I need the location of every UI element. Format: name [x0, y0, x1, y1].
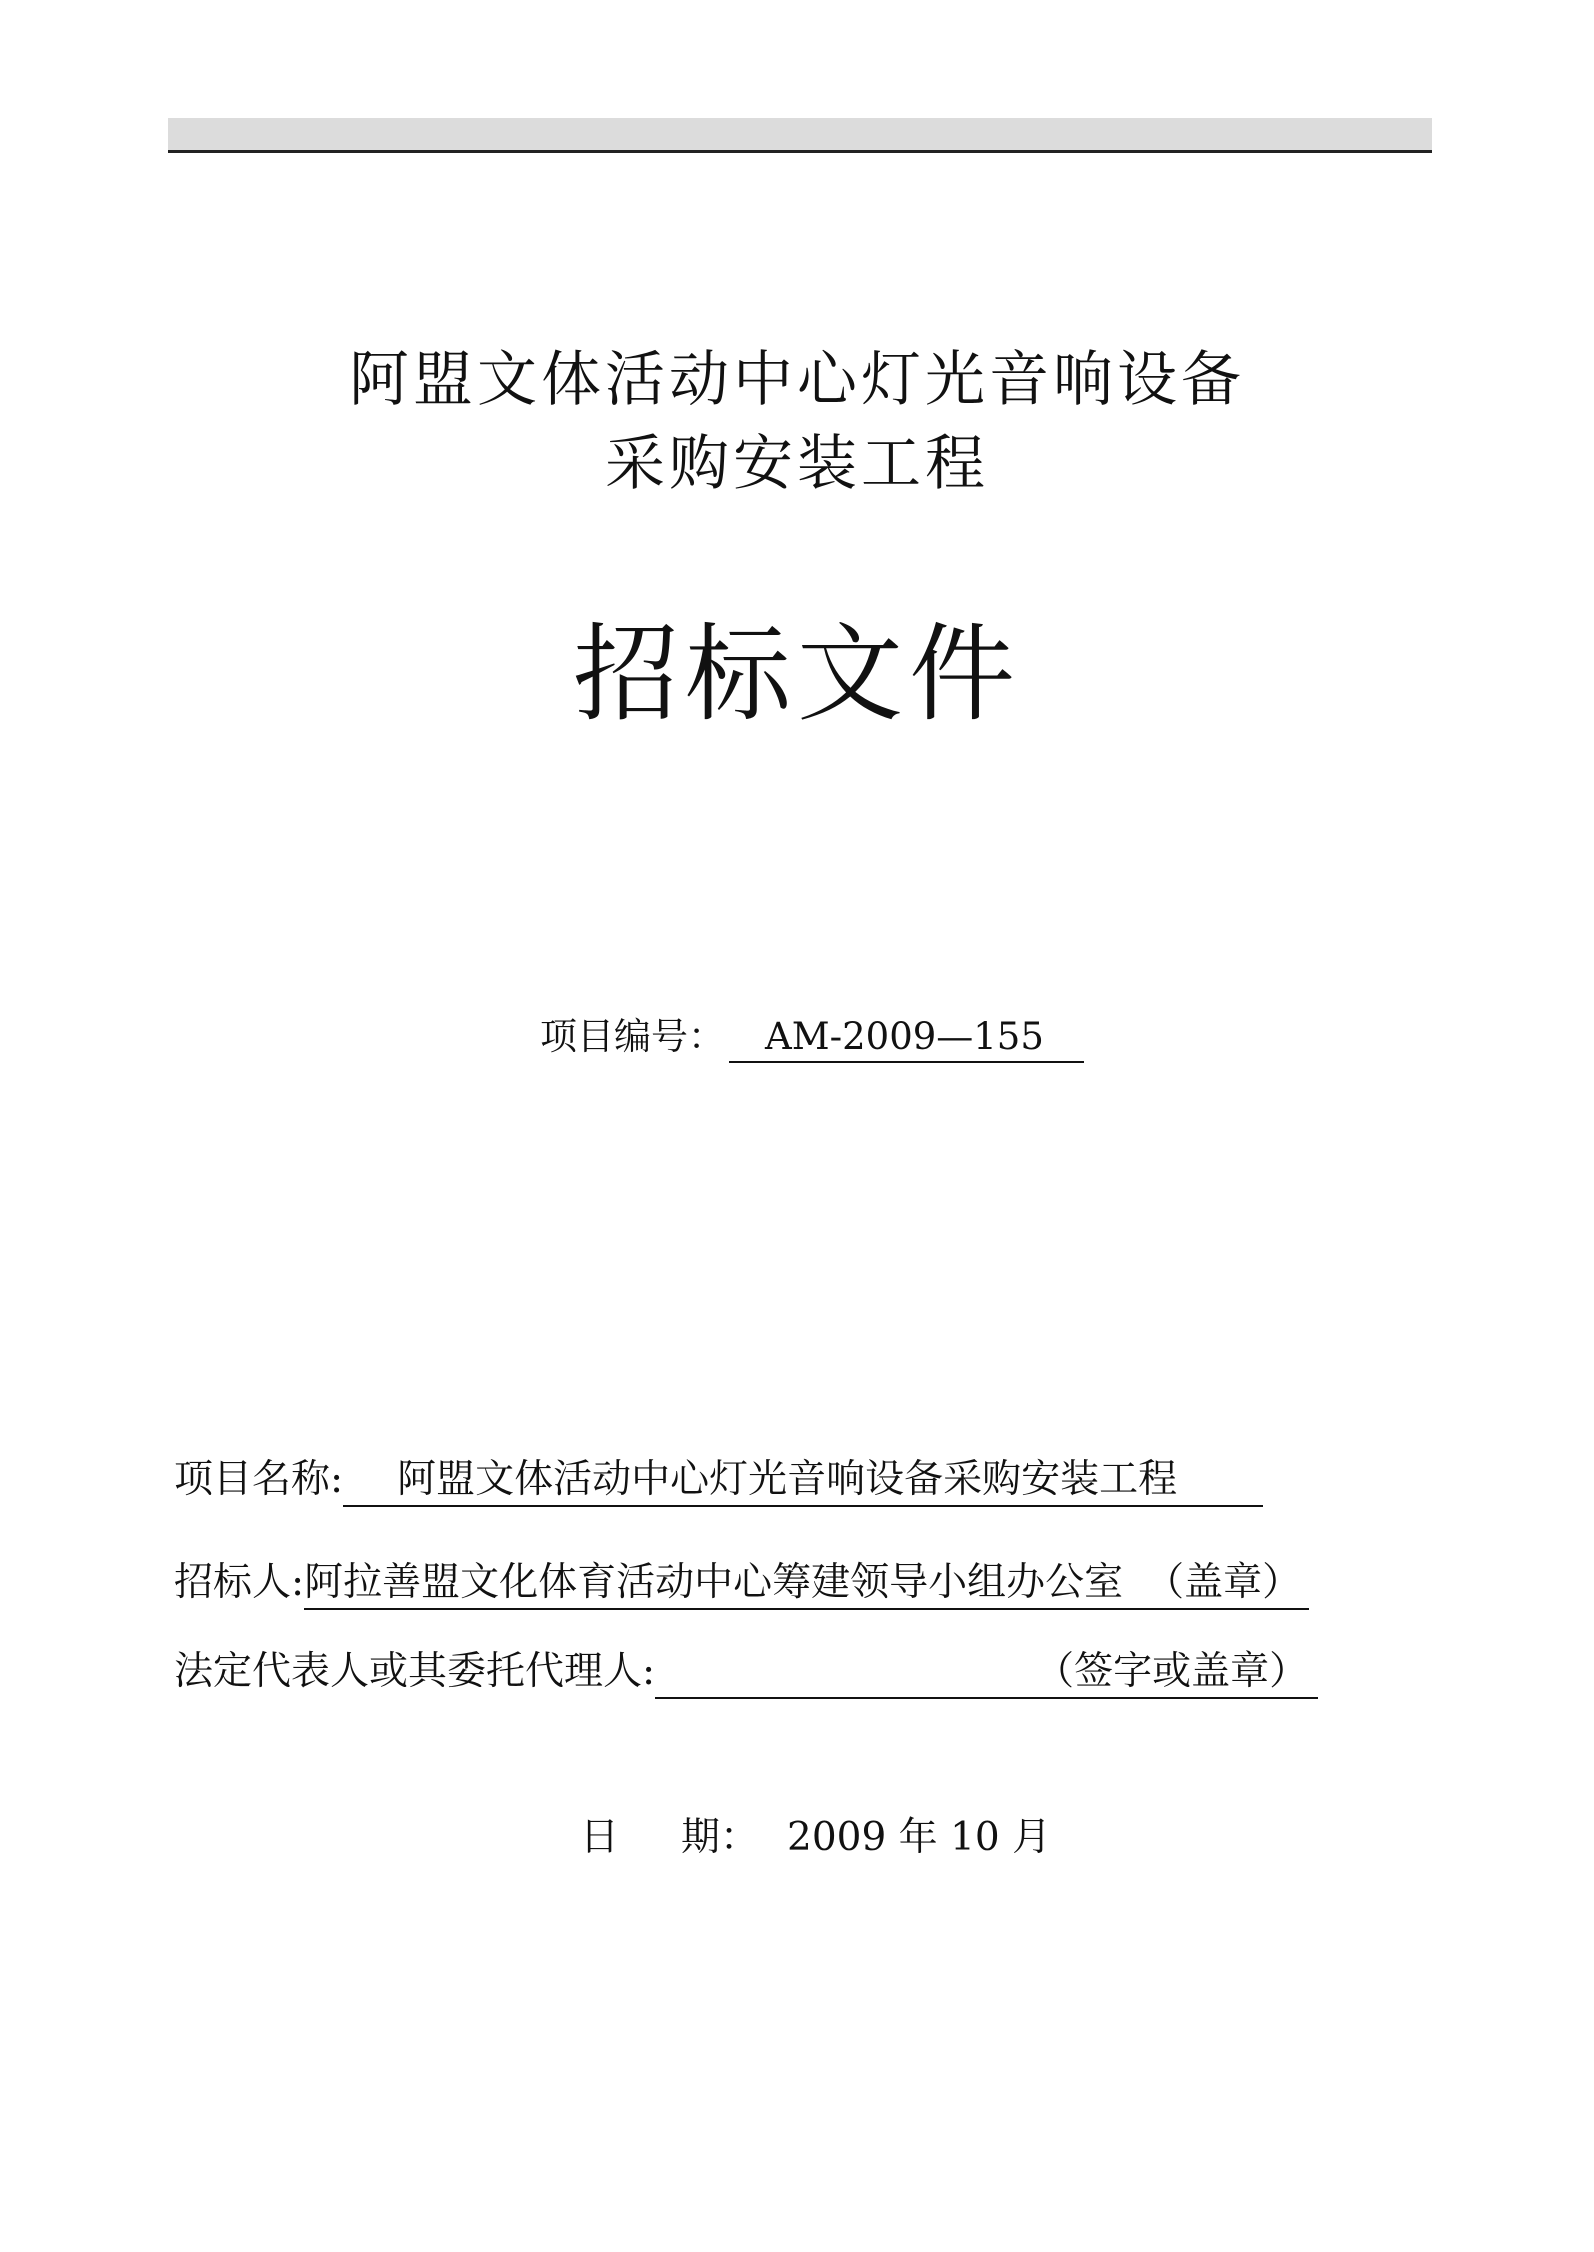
- title-line-2: 采购安装工程: [605, 429, 989, 499]
- project-number: [540, 1015, 1084, 1063]
- date-label-b: 期：: [681, 1815, 760, 1860]
- legal-representative-underline: [655, 1649, 1318, 1699]
- document-type-title: 招标文件: [573, 613, 1021, 736]
- project-name-label: 项目名称:: [174, 1457, 344, 1502]
- date-label-a: 日: [580, 1815, 620, 1860]
- tenderer-value: 阿拉善盟文化体育活动中心筹建领导小组办公室: [304, 1560, 1124, 1605]
- date-line: [580, 1815, 1052, 1860]
- header-band: [168, 118, 1432, 153]
- legal-representative-label: 法定代表人或其委托代理人:: [174, 1649, 656, 1694]
- project-number-value: AM-2009—155: [729, 1018, 1084, 1063]
- legal-representative-sign-note: （签字或盖章）: [1035, 1649, 1309, 1694]
- signature-blank: [655, 1674, 1035, 1684]
- project-name-field: [174, 1457, 1263, 1507]
- project-number-label: 项目编号：: [540, 1015, 725, 1058]
- tenderer-seal-note: （盖章）: [1145, 1560, 1302, 1605]
- legal-representative-field: [174, 1649, 1318, 1699]
- project-name-value: 阿盟文体活动中心灯光音响设备采购安装工程: [343, 1460, 1263, 1507]
- date-value: 2009 年 10 月: [787, 1815, 1052, 1860]
- tenderer-label: 招标人:: [174, 1560, 305, 1605]
- title-line-1: 阿盟文体活动中心灯光音响设备: [349, 345, 1245, 415]
- tenderer-field: [174, 1560, 1309, 1610]
- tenderer-underline: [304, 1560, 1309, 1610]
